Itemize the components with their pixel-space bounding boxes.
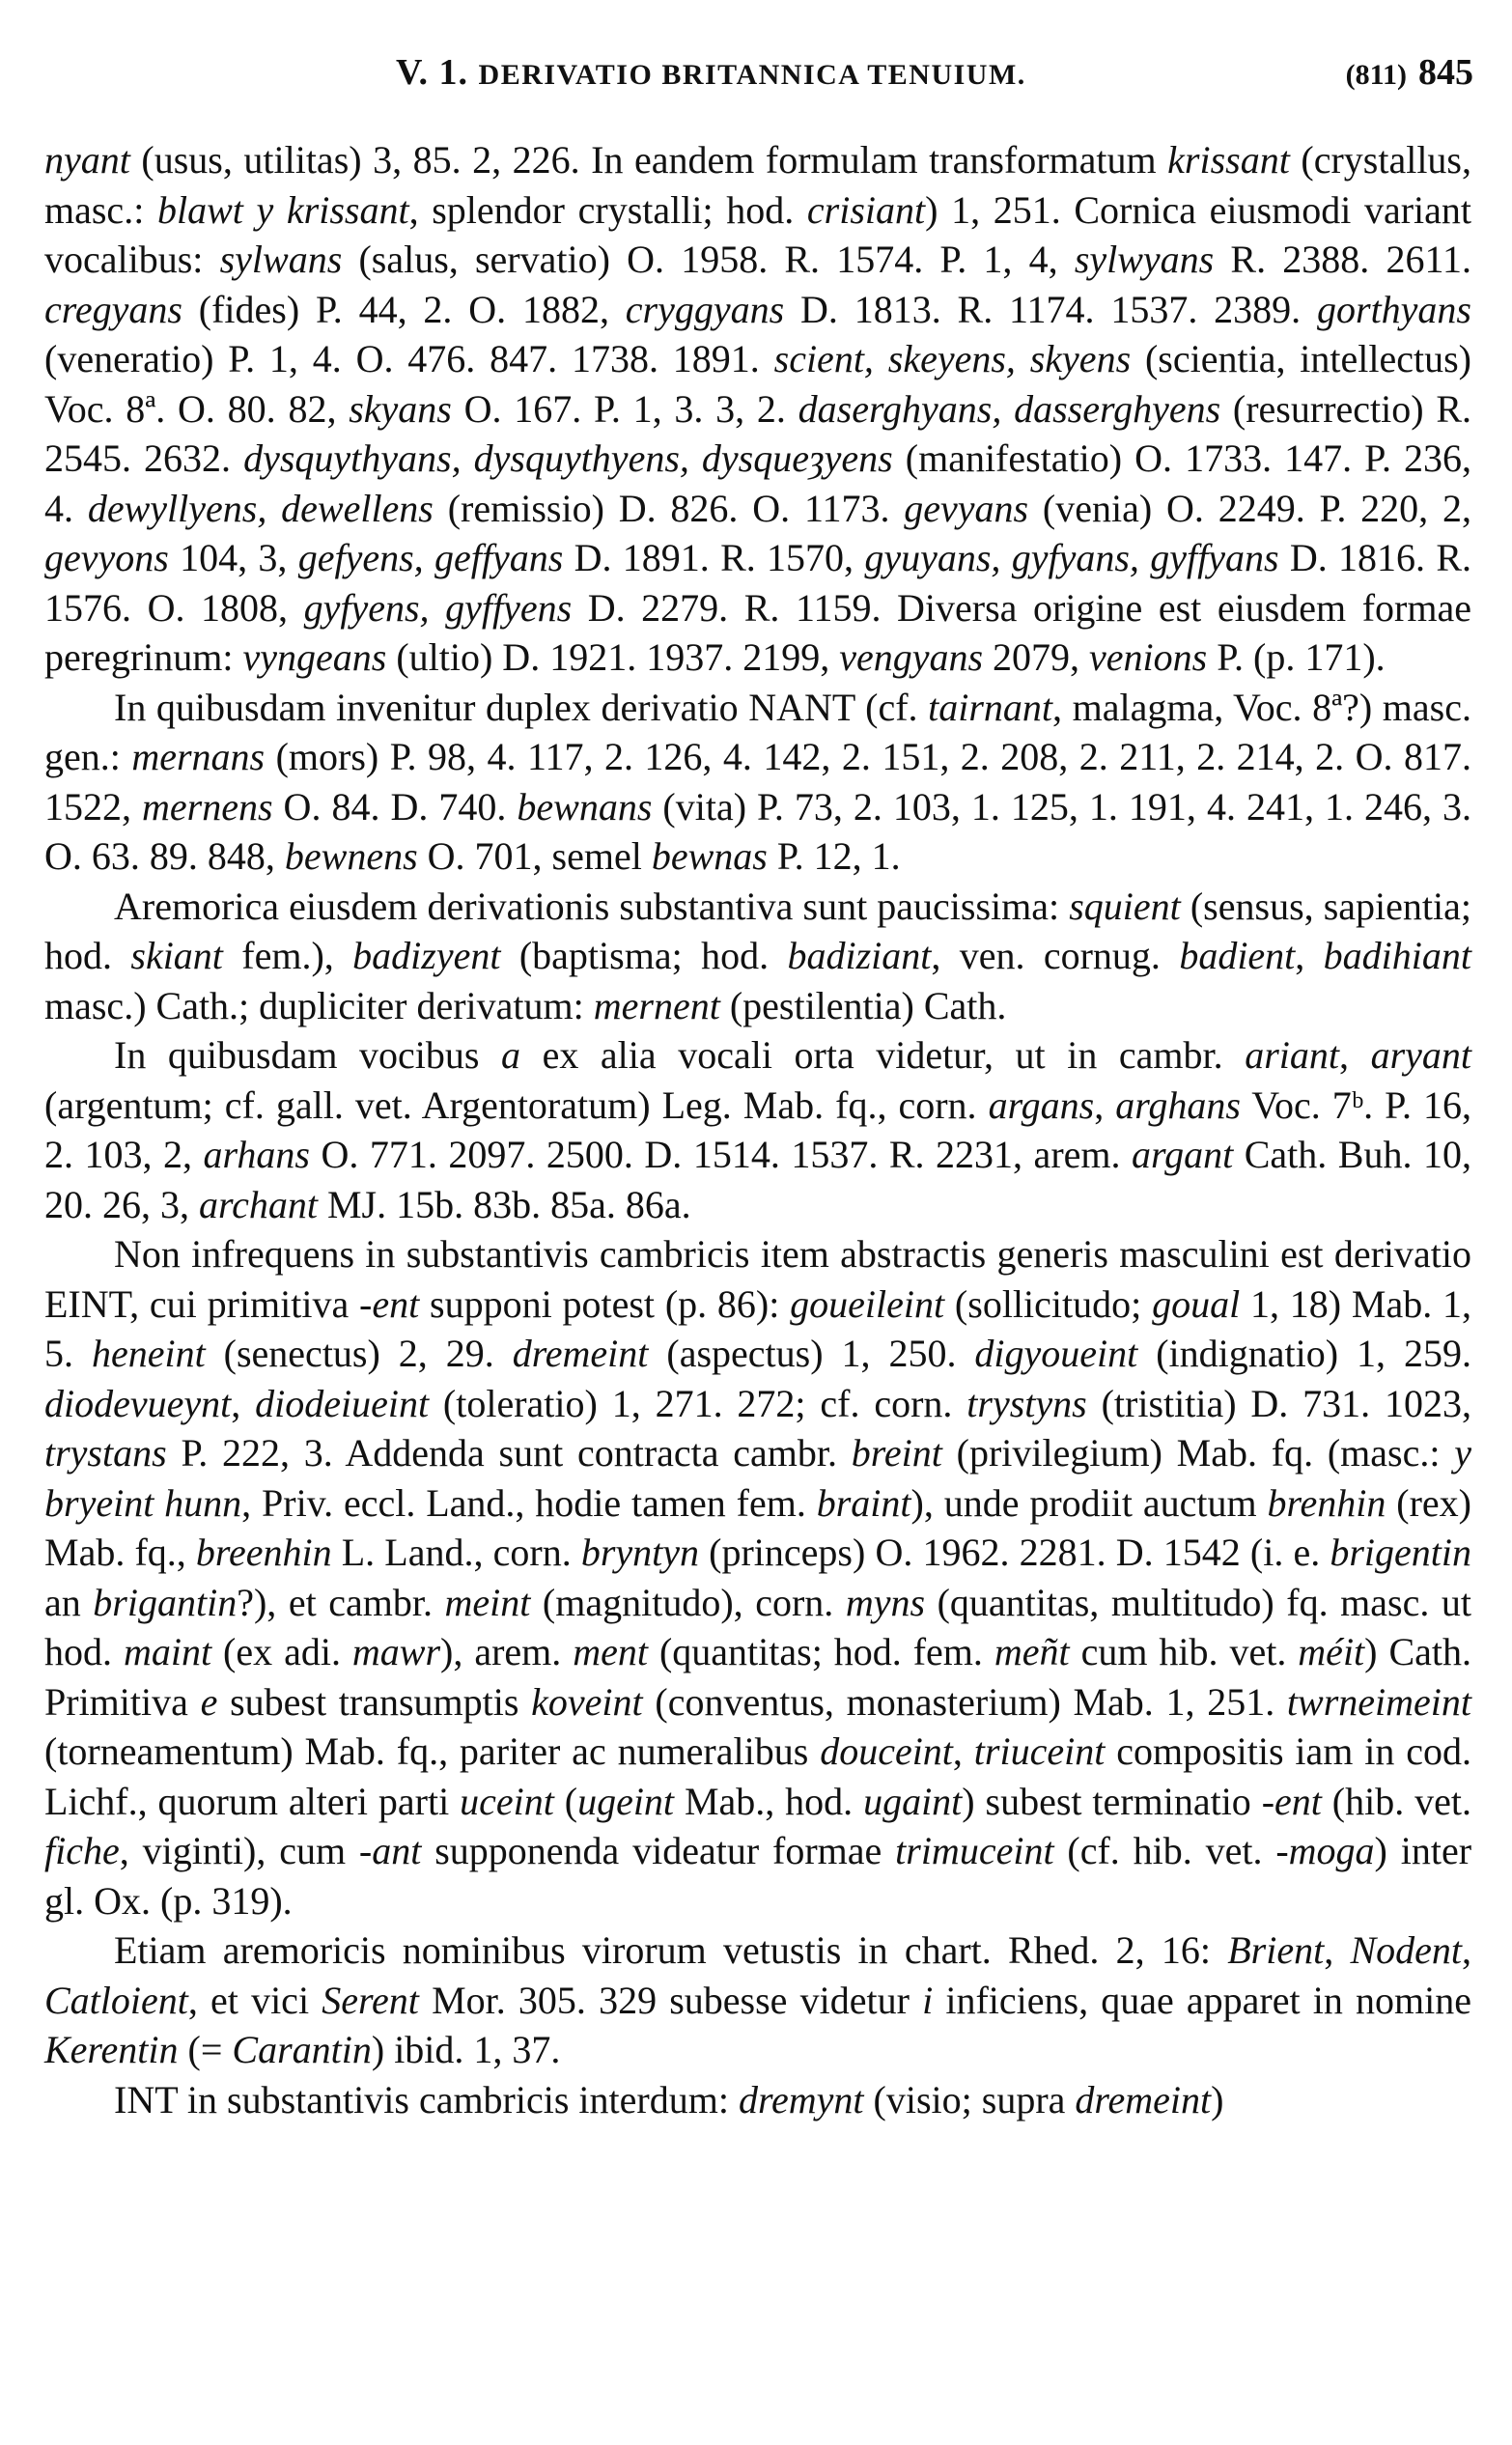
paragraph: In quibusdam invenitur duplex derivatio NANT (cf. tairnant, malagma, Voc. 8ª?) masc. gen.: mernans (mors) P. 98, 4. 117, 2. 126, 4. 142, 2. 151, 2. 208, 2. 211, 2. 214, 2. O. 817. 1522, mernens O. 84. D. 740. bewnans (vita) P. 73, 2. 103, 1. 125, 1. 191, 4. 241, 1. 246, 3. O. 63. 89. 848, bewnens O. 701, semel bewnas P. 12, 1. [44,685,1471,878]
paragraph: INT in substantivis cambricis interdum: dremynt (visio; supra dremeint) [114,2077,1224,2122]
header-title [396,48,1026,100]
header-title-text: DERIVATIO BRITANNICA TENUIUM. [478,59,1026,91]
header-page-number-block [1346,48,1473,100]
paragraph: nyant (usus, utilitas) 3, 85. 2, 226. In eandem formulam transformatum krissant (crystallus, masc.: blawt y krissant, splendor crystalli; hod. crisiant) 1, 251. Cornica eiusmodi variant vocalibus: sylwans (salus, servatio) O. 1958. R. 1574. P. 1, 4, sylwyans R. 2388. 2611. cregyans (fides) P. 44, 2. O. 1882, cryggyans D. 1813. R. 1174. 1537. 2389. gorthyans (veneratio) P. 1, 4. O. 476. 847. 1738. 1891. scient, skeyens, skyens (scientia, intellectus) Voc. 8ª. O. 80. 82, skyans O. 167. P. 1, 3. 3, 2. daserghyans, dasserghyens (resurrectio) R. 2545. 2632. dysquythyans, dysquythyens, dysqueȝyens (manifestatio) O. 1733. 147. P. 236, 4. dewyllyens, dewellens (remissio) D. 826. O. 1173. gevyans (venia) O. 2249. P. 220, 2, gevyons 104, 3, gefyens, geffyans D. 1891. R. 1570, gyuyans, gyfyans, gyffyans D. 1816. R. 1576. O. 1808, gyfyens, gyffyens D. 2279. R. 1159. Diversa origine est eiusdem formae peregrinum: vyngeans (ultio) D. 1921. 1937. 2199, vengyans 2079, venions P. (p. 171). [44,138,1472,679]
paragraph: In quibusdam vocibus a ex alia vocali orta videtur, ut in cambr. ariant, aryant (argentum; cf. gall. vet. Argentoratum) Leg. Mab. fq., corn. argans, arghans Voc. 7ᵇ. P. 16, 2. 103, 2, arhans O. 771. 2097. 2500. D. 1514. 1537. R. 2231, arem. argant Cath. Buh. 10, 20. 26, 3, archant MJ. 15b. 83b. 85a. 86a. [44,1033,1472,1226]
paragraph: Etiam aremoricis nominibus virorum vetustis in chart. Rhed. 2, 16: Brient, Nodent, Catloient, et vici Serent Mor. 305. 329 subesse videtur i inficiens, quae apparet in nomine Kerentin (= Carantin) ibid. 1, 37. [44,1928,1472,2071]
header-section: V. 1. [396,52,469,93]
running-header [0,48,1512,106]
paragraph: Non infrequens in substantivis cambricis item abstractis generis masculini est derivatio EINT, cui primitiva -ent supponi potest (p. 86): goueileint (sollicitudo; goual 1, 18) Mab. 1, 5. heneint (senectus) 2, 29. dremeint (aspectus) 1, 250. digyoueint (indignatio) 1, 259. diodevueynt, diodeiueint (toleratio) 1, 271. 272; cf. corn. trystyns (tristitia) D. 731. 1023, trystans P. 222, 3. Addenda sunt contracta cambr. breint (privilegium) Mab. fq. (masc.: y bryeint hunn, Priv. eccl. Land., hodie tamen fem. braint), unde prodiit auctum brenhin (rex) Mab. fq., breenhin L. Land., corn. bryntyn (princeps) O. 1962. 2281. D. 1542 (i. e. brigentin an brigantin?), et cambr. meint (magnitudo), corn. myns (quantitas, multitudo) fq. masc. ut hod. maint (ex adi. mawr), arem. ment (quantitas; hod. fem. meñt cum hib. vet. méit) Cath. Primitiva e subest transumptis koveint (conventus, monasterium) Mab. 1, 251. twrneimeint (torneamentum) Mab. fq., pariter ac numeralibus douceint, triuceint compositis iam in cod. Lichf., quorum alteri parti uceint (ugeint Mab., hod. ugaint) subest terminatio -ent (hib. vet. fiche, viginti), cum -ant supponenda videatur formae trimuceint (cf. hib. vet. -moga) inter gl. Ox. (p. 319). [44,1232,1472,1923]
header-ref: (811) [1345,59,1407,91]
paragraph: Aremorica eiusdem derivationis substantiva sunt paucissima: squient (sensus, sapientia; hod. skiant fem.), badizyent (baptisma; hod. badiziant, ven. cornug. badient, badihiant masc.) Cath.; dupliciter derivatum: mernent (pestilentia) Cath. [44,884,1472,1027]
body-text [44,135,1471,2124]
page-number: 845 [1418,52,1473,93]
